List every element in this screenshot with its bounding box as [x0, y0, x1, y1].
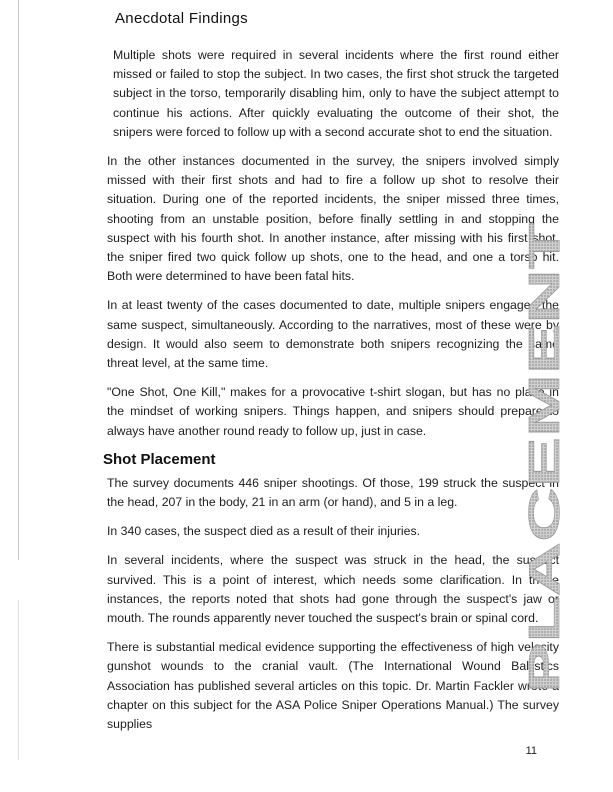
margin-rule-lower — [18, 600, 19, 760]
watermark-text: PLACEMENT — [520, 419, 569, 693]
paragraph: In 340 cases, the suspect died as a result of their injuries. — [107, 524, 421, 539]
page-number: 11 — [525, 745, 537, 757]
paragraph: In at least twenty of the cases documented to date, multiple snipers engaged the same suspect, simultaneously. According to the narratives, most of these were by design. It would also seem to demonstrate both snipers recognizing the same threat level, at the same time. — [107, 298, 559, 371]
section-subheading: Shot Placement — [103, 450, 216, 468]
margin-rule — [18, 0, 19, 560]
paragraph: There is substantial medical evidence supporting the effectiveness of high velocity gunshot wounds to the cranial vault. (The International Wound Ballistics Association has published several articles on this topic. Dr. Martin Fackler wrote a chapter on this subject for the ASA Police Sniper Operations Manual.) The survey supplies — [107, 640, 559, 732]
page-content — [103, 10, 559, 744]
paragraph: In the other instances documented in the survey, the snipers involved simply missed with their first shots and had to fire a follow up shot to resolve their situation. During one of the reported incidents, the sniper missed three times, shooting from an unstable position, before finally settling in and stopping the suspect with his fourth shot. In another instance, after missing with his first shot, the sniper fired two quick follow up shots, one to the head, and one a torso hit. Both were determined to have been fatal hits. — [107, 154, 559, 284]
paragraph: Multiple shots were required in several incidents where the first round either missed or failed to stop the subject. In two cases, the first shot struck the targeted subject in the torso, temporarily disabling him, only to have the subject attempt to continue his actions. After quickly evaluating the outcome of their shot, the snipers were forced to follow up with a second accurate shot to end the situation. — [113, 48, 559, 139]
section-heading: Anecdotal Findings — [115, 10, 248, 27]
paragraph: The survey documents 446 sniper shootings. Of those, 199 struck the suspect in the head, 207 in the body, 21 in an arm (or hand), and 5 in a leg. — [107, 475, 559, 510]
paragraph: "One Shot, One Kill," makes for a provocative t-shirt slogan, but has no place in the mindset of working snipers. Things happen, and snipers should prepare to always have another round ready to follow up, just in case. — [107, 385, 559, 438]
paragraph: In several incidents, where the suspect was struck in the head, the suspect survived. This is a point of interest, which needs some clarification. In those instances, the reports noted that shots had gone through the suspect's jaw or mouth. The rounds apparently never touched the suspect's brain or spinal cord. — [107, 553, 559, 626]
